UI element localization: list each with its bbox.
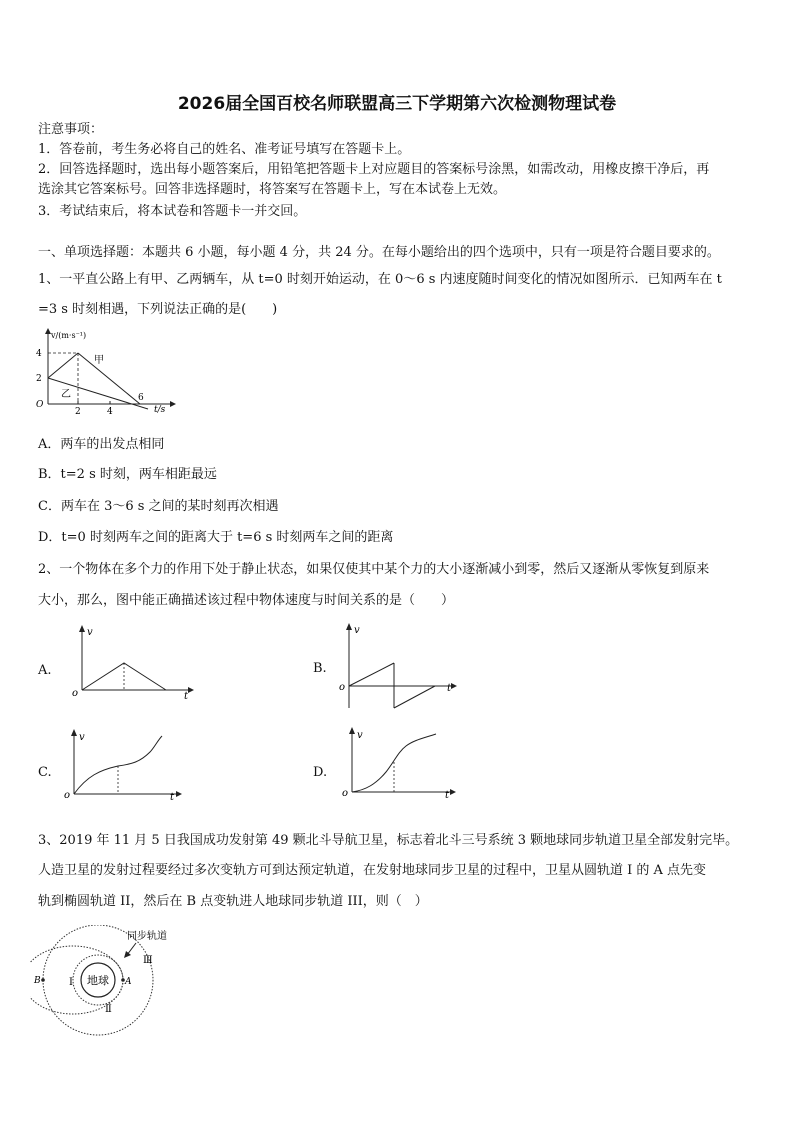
q3-orbit-diagram: [30, 925, 180, 1040]
q3-stem-line3: 轨到椭圆轨道 II，然后在 B 点变轨进人地球同步轨道 III，则（ ）: [38, 894, 428, 909]
q2-graph-c: [62, 728, 192, 808]
q2-stem-line1: 2、一个物体在多个力的作用下处于静止状态，如果仅使其中某个力的大小逐渐减小到零，然后又逐渐从零恢复到原来: [38, 562, 710, 577]
section-heading: 一、单项选择题：本题共 6 小题，每小题 4 分，共 24 分。在每小题给出的四个选项中，只有一项是符合题目要求的。: [38, 245, 720, 260]
q2b-o-label: o: [339, 682, 346, 693]
page-title: 2026届全国百校名师联盟高三下学期第六次检测物理试卷: [177, 94, 617, 114]
q2-graph-d: [340, 726, 470, 806]
q1-ytick-2: 2: [36, 374, 42, 384]
q1-label-jia: 甲: [94, 355, 104, 366]
q1-option-a: A．两车的出发点相同: [38, 437, 165, 452]
q3-stem-line2: 人造卫星的发射过程要经过多次变轨方可到达预定轨道，在发射地球同步卫星的过程中，卫星从圆轨道 I 的 A 点先变: [38, 863, 707, 878]
q2b-v-label: v: [354, 625, 360, 636]
q2-option-a-label: A.: [38, 663, 52, 678]
q2-option-b-label: B.: [313, 661, 327, 676]
q2-option-d-label: D.: [313, 765, 328, 780]
notice-heading: 注意事项：: [38, 122, 104, 137]
q2c-t-label: t: [170, 792, 175, 803]
q1-ytick-4: 4: [36, 349, 42, 359]
q2-option-c-label: C.: [38, 765, 52, 780]
q2a-v-label: v: [87, 627, 93, 638]
q1-end-label: 6: [138, 393, 144, 403]
q2d-v-label: v: [357, 730, 363, 741]
notice-item-2: 2．回答选择题时，选出每小题答案后，用铅笔把答题卡上对应题目的答案标号涂黑，如需改动，用橡皮擦干净后，再: [38, 162, 710, 177]
q2a-t-label: t: [184, 691, 189, 700]
q1-stem-line1: 1、一平直公路上有甲、乙两辆车，从 t=0 时刻开始运动，在 0～6 s 内速度随时间变化的情况如图所示．已知两车在 t: [38, 272, 722, 287]
q3-stem-line1: 3、2019 年 11 月 5 日我国成功发射第 49 颗北斗导航卫星，标志着北斗三号系统 3 颗地球同步轨道卫星全部发射完毕。: [38, 833, 739, 848]
notice-item-3: 3．考试结束后，将本试卷和答题卡一并交回。: [38, 204, 307, 219]
q1-xtick-4: 4: [107, 407, 113, 417]
q2a-o-label: o: [72, 688, 79, 699]
q3-orbit-2-label: Ⅱ: [105, 1004, 112, 1015]
q2c-o-label: o: [64, 790, 71, 801]
q3-orbit-1-label: I: [69, 977, 73, 988]
notice-item-2-cont: 选涂其它答案标号。回答非选择题时，将答案写在答题卡上，写在本试卷上无效。: [38, 182, 507, 197]
q3-sync-orbit-label: 同步轨道: [127, 931, 167, 942]
q3-point-b: B: [34, 976, 41, 986]
q3-earth-label: 地球: [87, 974, 109, 987]
q2-stem-line2: 大小，那么，图中能正确描述该过程中物体速度与时间关系的是（ ）: [38, 593, 455, 608]
q2c-v-label: v: [79, 732, 85, 743]
notice-item-1: 1．答卷前，考生务必将自己的姓名、准考证号填写在答题卡上。: [38, 142, 411, 157]
q2-graph-a: [68, 622, 198, 700]
q1-stem-line2: =3 s 时刻相遇，下列说法正确的是( ): [38, 302, 278, 317]
q1-vt-graph: [30, 326, 180, 418]
q1-option-c: C．两车在 3～6 s 之间的某时刻再次相遇: [38, 499, 279, 514]
q1-xtick-2: 2: [75, 407, 81, 417]
q3-orbit-3-label: Ⅲ: [143, 955, 153, 966]
q1-origin: O: [36, 400, 44, 410]
q2d-t-label: t: [445, 790, 450, 801]
q1-label-yi: 乙: [61, 389, 71, 400]
q2b-t-label: t: [447, 683, 452, 694]
q1-xlabel: t/s: [154, 405, 166, 415]
q1-option-b: B．t=2 s 时刻，两车相距最远: [38, 467, 217, 482]
q2-graph-b: [337, 620, 467, 712]
q2d-o-label: o: [342, 788, 349, 799]
q3-point-a: A: [125, 977, 132, 987]
q1-option-d: D．t=0 时刻两车之间的距离大于 t=6 s 时刻两车之间的距离: [38, 530, 394, 545]
q1-ylabel: v/(m·s⁻¹): [51, 331, 87, 340]
